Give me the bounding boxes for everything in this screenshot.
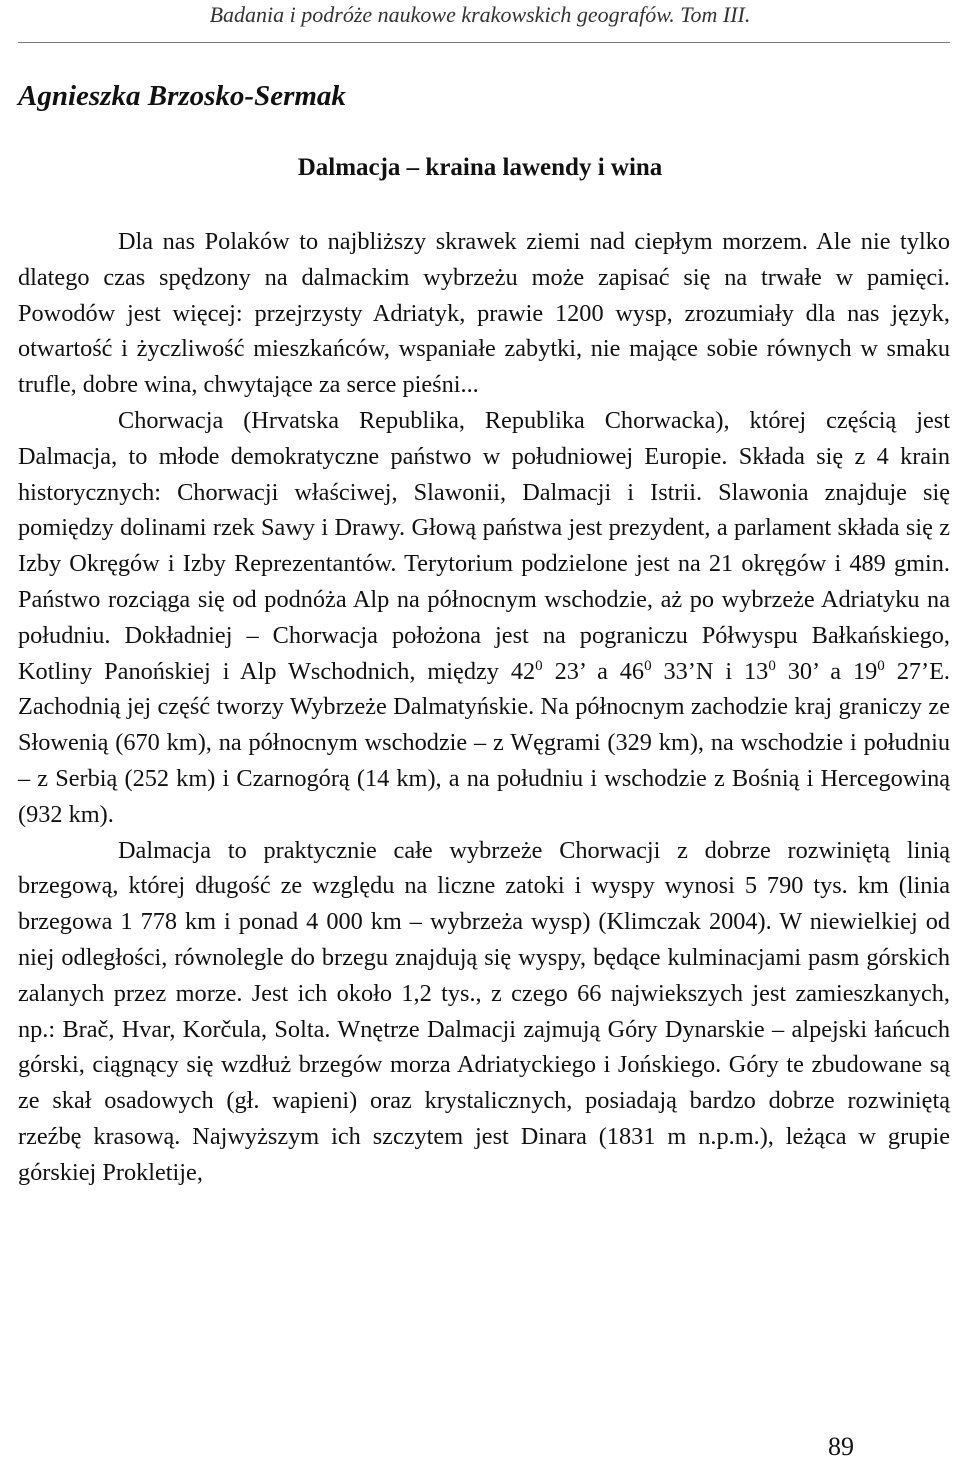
degree-superscript: 0 <box>535 657 543 674</box>
header-divider <box>18 42 950 43</box>
degree-superscript: 0 <box>644 657 652 674</box>
paragraph-dalmatia: Dalmacja to praktycznie całe wybrzeże Chorwacji z dobrze rozwiniętą linią brzegową, której długość ze względu na liczne zatoki i wyspy wynosi 5 790 tys. km (linia brzegowa 1 778 km i ponad 4 000 km – wybrzeża wysp) (Klimczak 2004). W niewielkiej od niej odległości, równolegle do brzegu znajdują się wyspy, będące kulminacjami pasm górskich zalanych przez morze. Jest ich około 1,2 tys., z czego 66 najwiekszych jest zamieszkanych, np.: Brač, Hvar, Korčula, Solta. Wnętrze Dalmacji zajmują Góry Dynarskie – alpejski łańcuch górski, ciągnący się wzdłuż brzegów morza Adriatyckiego i Jońskiego. Góry te zbudowane są ze skał osadowych (gł. wapieni) oraz krystalicznych, posiadają bardzo dobrze rozwiniętą rzeźbę krasową. Najwyższym ich szczytem jest Dinara (1831 m n.p.m.), leżąca w grupie górskiej Prokletije, <box>18 836 950 1186</box>
running-header: Badania i podróże naukowe krakowskich geografów. Tom III. <box>209 2 751 27</box>
text-run: 30’ a 19 <box>775 657 878 685</box>
paragraph-intro: Dla nas Polaków to najbliższy skrawek ziemi nad ciepłym morzem. Ale nie tylko dlatego czas spędzony na dalmackim wybrzeżu może zapisać się na trwałe w pamięci. Powodów jest więcej: przejrzysty Adriatyk, prawie 1200 wysp, zrozumiały dla nas język, otwartość i życzliwość mieszkańców, wspaniałe zabytki, nie mające sobie równych w smaku trufle, dobre wina, chwytające za serce pieśni... <box>18 228 950 399</box>
degree-superscript: 0 <box>768 657 776 674</box>
page-number: 89 <box>828 1432 854 1461</box>
article-title: Dalmacja – kraina lawendy i wina <box>297 154 663 181</box>
degree-superscript: 0 <box>877 657 885 674</box>
author-name: Agnieszka Brzosko-Sermak <box>18 80 346 112</box>
text-run: 27’E. Zachodnią jej część tworzy Wybrzeże Dalmatyńskie. Na północnym zachodzie kraj graniczy ze Słowenią (670 km), na północnym wschodzie – z Węgrami (329 km), na wschodzie i południu – z Serbią (252 km) i Czarnogórą (14 km), a na południu i wschodzie z Bośnią i Hercegowiną (932 km). <box>18 657 951 828</box>
text-run: 23’ a 46 <box>542 657 645 685</box>
article-body <box>18 224 950 1191</box>
paragraph-croatia <box>18 403 950 833</box>
text-run: 33’N i 13 <box>651 657 769 685</box>
text-run: Chorwacja (Hrvatska Republika, Republika Chorwacka), której częścią jest Dalmacja, to młode demokratyczne państwo w południowej Europie. Składa się z 4 krain historycznych: Chorwacji właściwej, Slawonii, Dalmacji i Istrii. Slawonia znajduje się pomiędzy dolinami rzek Sawy i Drawy. Głową państwa jest prezydent, a parlament składa się z Izby Okręgów i Izby Reprezentantów. Terytorium podzielone jest na 21 okręgów i 489 gmin. Państwo rozciąga się od podnóża Alp na północnym wschodzie, aż po wybrzeże Adriatyku na południu. Dokładniej – Chorwacja położona jest na pograniczu Półwyspu Bałkańskiego, Kotliny Panońskiej i Alp Wschodnich, między 42 <box>18 406 950 685</box>
